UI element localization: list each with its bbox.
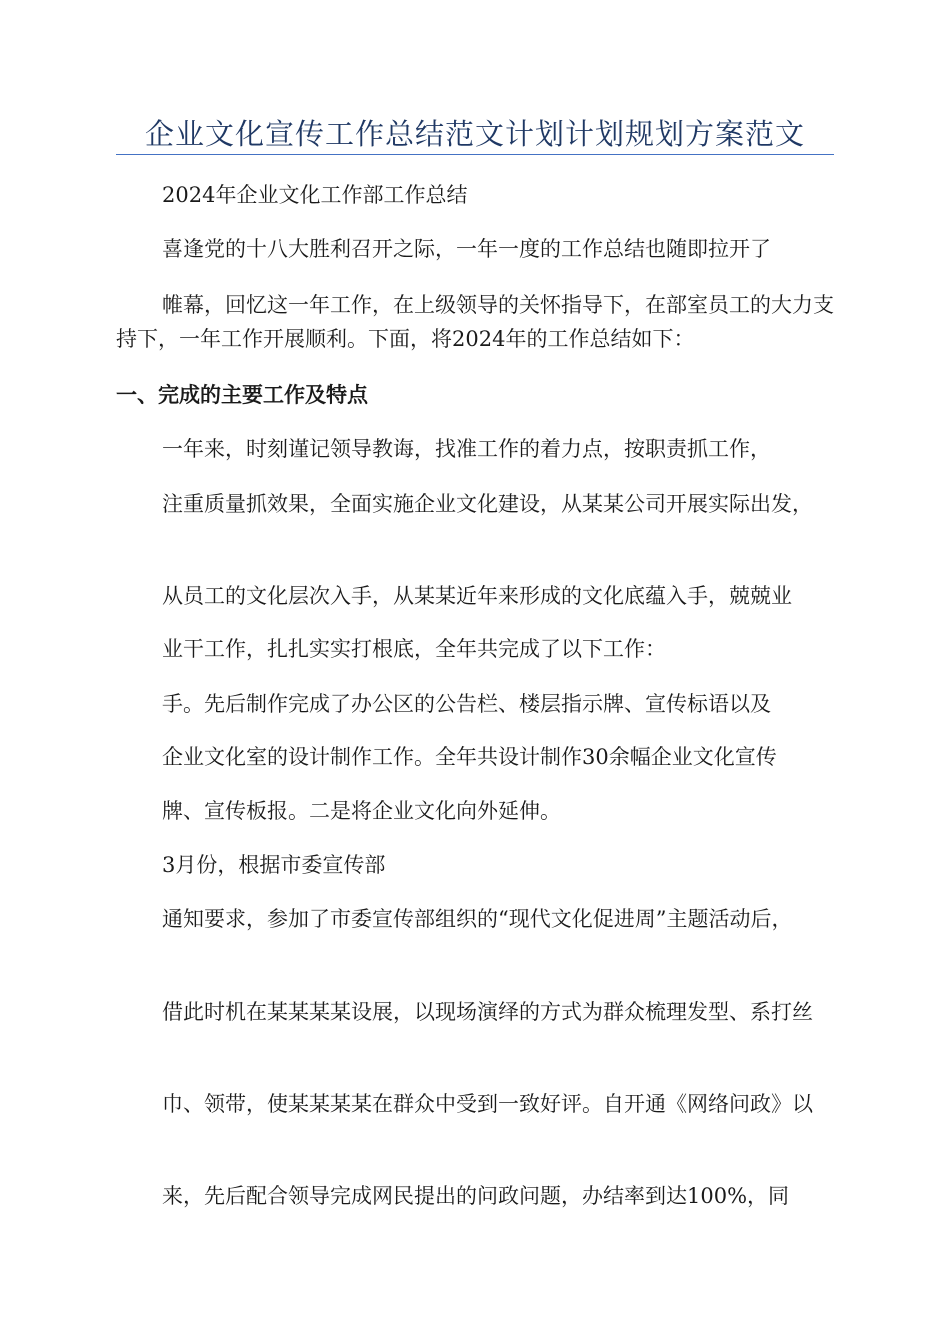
title-underline: [116, 154, 834, 155]
paragraph: 牌、宣传板报。二是将企业文化向外延伸。: [162, 799, 561, 823]
paragraph: 注重质量抓效果，全面实施企业文化建设，从某某公司开展实际出发，: [162, 492, 813, 516]
paragraph: 通知要求，参加了市委宣传部组织的“现代文化促进周”主题活动后，: [162, 907, 793, 931]
paragraph: 从员工的文化层次入手，从某某近年来形成的文化底蕴入手，兢兢业: [162, 584, 792, 608]
paragraph: 一年来，时刻谨记领导教诲，找准工作的着力点，按职责抓工作，: [162, 437, 771, 461]
paragraph: 巾、领带，使某某某某在群众中受到一致好评。自开通《网络问政》以: [162, 1092, 813, 1116]
paragraph: 来，先后配合领导完成网民提出的问政问题，办结率到达100%，同: [162, 1184, 790, 1208]
section-heading: 一、完成的主要工作及特点: [116, 382, 368, 407]
paragraph: 3月份，根据市委宣传部: [162, 853, 386, 877]
paragraph: 业干工作，扎扎实实打根底，全年共完成了以下工作：: [162, 637, 666, 661]
paragraph-subtitle: 2024年企业文化工作部工作总结: [162, 183, 468, 207]
document-title: 企业文化宣传工作总结范文计划计划规划方案范文: [144, 117, 805, 151]
paragraph: 喜逢党的十八大胜利召开之际，一年一度的工作总结也随即拉开了: [162, 237, 771, 261]
paragraph: 手。先后制作完成了办公区的公告栏、楼层指示牌、宣传标语以及: [162, 692, 771, 716]
paragraph: 企业文化室的设计制作工作。全年共设计制作30余幅企业文化宣传: [162, 745, 777, 769]
paragraph: 借此时机在某某某某设展，以现场演绎的方式为群众梳理发型、系打丝: [162, 1000, 813, 1024]
paragraph: 帷幕，回忆这一年工作，在上级领导的关怀指导下，在部室员工的大力支持下，一年工作开展顺利。下面，将2024年的工作总结如下：: [116, 293, 834, 351]
